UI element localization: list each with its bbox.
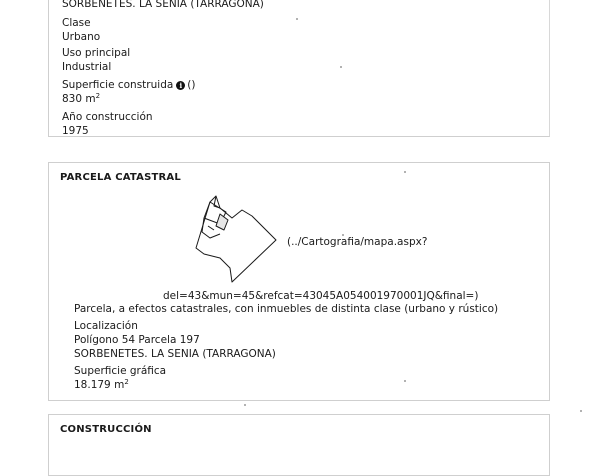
localizacion-line1: Polígono 54 Parcela 197 bbox=[74, 334, 200, 346]
cartografia-link-part2[interactable]: del=43&mun=45&refcat=43045A054001970001JQ&final=) bbox=[163, 290, 479, 302]
clase-label: Clase bbox=[62, 17, 91, 29]
superficie-construida-text: Superficie construida bbox=[62, 79, 174, 91]
scan-speck bbox=[342, 234, 344, 236]
scan-speck bbox=[404, 171, 406, 173]
clase-value: Urbano bbox=[62, 31, 101, 43]
superficie-construida-value: 830 $m^2$ bbox=[62, 92, 101, 105]
anio-construccion-value: 1975 bbox=[62, 125, 89, 137]
anio-construccion-label: Año construcción bbox=[62, 111, 153, 123]
uso-principal-label: Uso principal bbox=[62, 47, 131, 59]
header-location: SORBENETES. LA SENIA (TARRAGONA) bbox=[62, 0, 264, 10]
scan-speck bbox=[244, 404, 246, 406]
scan-speck bbox=[580, 410, 582, 412]
scan-speck bbox=[404, 380, 406, 382]
scan-speck bbox=[340, 66, 342, 68]
parcela-note: Parcela, a efectos catastrales, con inmuebles de distinta clase (urbano y rústico) bbox=[74, 303, 499, 315]
scan-speck bbox=[296, 18, 298, 20]
localizacion-label: Localización bbox=[74, 320, 138, 332]
localizacion-line2: SORBENETES. LA SENIA (TARRAGONA) bbox=[74, 348, 276, 360]
parcel-map-image[interactable] bbox=[190, 188, 290, 288]
parcela-catastral-title: PARCELA CATASTRAL bbox=[60, 172, 181, 183]
uso-principal-value: Industrial bbox=[62, 61, 112, 73]
info-icon[interactable]: i bbox=[176, 81, 185, 90]
superficie-construida-label bbox=[62, 79, 196, 91]
superficie-grafica-value: 18.179 $m^2$ bbox=[74, 378, 129, 391]
construccion-title: CONSTRUCCIÓN bbox=[60, 424, 152, 435]
cartografia-link-part1[interactable]: (../Cartografia/mapa.aspx? bbox=[287, 236, 428, 248]
superficie-construida-paren: () bbox=[187, 79, 196, 91]
superficie-grafica-label: Superficie gráfica bbox=[74, 365, 167, 377]
